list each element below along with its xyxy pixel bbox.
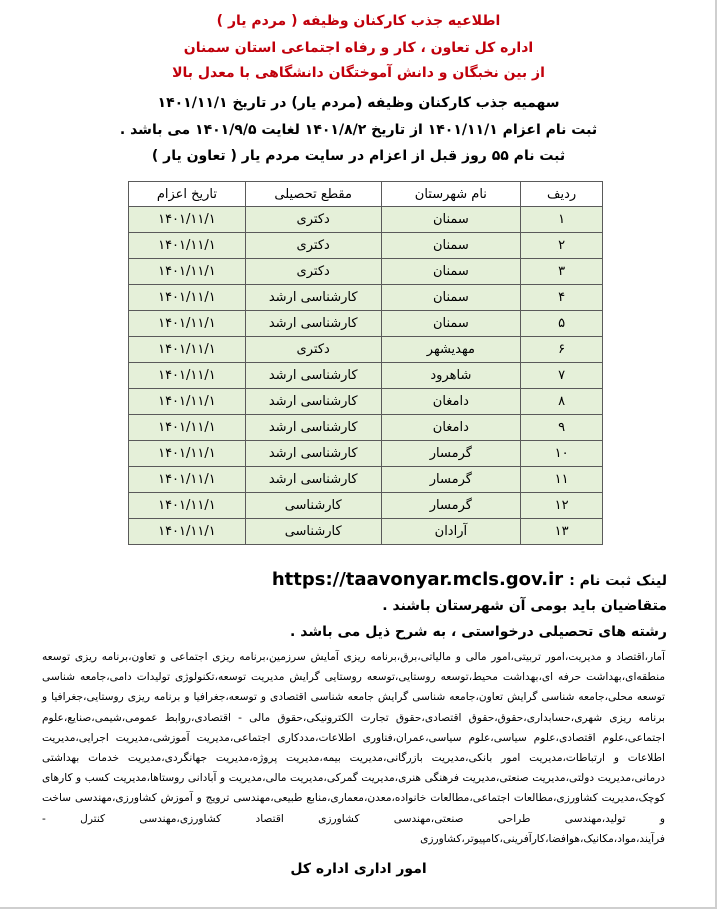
cell-dispatch-date: ۱۴۰۱/۱۱/۱	[129, 519, 246, 545]
table-row	[129, 415, 603, 441]
cell-dispatch-date: ۱۴۰۱/۱۱/۱	[129, 207, 246, 233]
announcement-title: اطلاعیه جذب کارکنان وظیفه ( مردم یار )	[216, 13, 501, 29]
table-row	[129, 519, 603, 545]
cell-degree: کارشناسی ارشد	[245, 415, 381, 441]
registration-link[interactable]: https://taavonyar.mcls.gov.ir	[271, 569, 564, 590]
cell-city: گرمسار	[381, 493, 521, 519]
cell-row-number: ۸	[521, 389, 603, 415]
cell-row-number: ۵	[521, 311, 603, 337]
cell-dispatch-date: ۱۴۰۱/۱۱/۱	[129, 337, 246, 363]
cell-row-number: ۱	[521, 207, 603, 233]
cell-row-number: ۲	[521, 233, 603, 259]
fields-of-study-list: آمار،اقتصاد و مدیریت،امور تربیتی،امور مالی و مالیاتی،برق،برنامه ریزی آمایش سرزمین،برنامه ریزی اجتماعی و تعاون،برنامه ریزی توسعه منطقه‌ای،بهداشت حرفه ای،بهداشت محیط،توسعه روستایی،توسعه روستایی گرایش مدیریت توسعه،تکنولوژی تولیدات دامی،جامعه شناسی توسعه محلی،جامعه شناسی گرایش تعاون،جامعه شناسی گرایش جامعه شناسی اقتصادی و توسعه،جغرافیا و برنامه ریزی روستایی،جغرافیا و برنامه ریزی شهری،حسابداری،حقوق،حقوق اقتصادی،حقوق تجارت الکترونیکی،حقوق مالی - اقتصادی،روابط عمومی،شیمی،صنایع،علوم اجتماعی،علوم اقتصادی،علوم سیاسی،علوم سیاسی،عمران،فناوری اطلاعات،مددکاری اجتماعی،مدیریت آموزشی،مدیریت اجرایی،مدیریت اطلاعات و ارتباطات،مدیریت امور بانکی،مدیریت بازرگانی،مدیریت بیمه،مدیریت پروژه،مدیریت جهانگردی،مدیریت خدمات بهداشتی درمانی،مدیریت دولتی،مدیریت صنعتی،مدیریت فرهنگی هنری،مدیریت گمرکی،مدیریت مالی،مدیریت و آبادانی روستاها،مدیریت کسب و کارهای کوچک،مدیریت کشاورزی،مطالعات اجتماعی،مطالعات خانواده،معدن،معماری،منابع طبیعی،مهندسی ترویج و آموزش کشاورزی،مهندسی ساخت و تولید،مهندسی طراحی صنعتی،مهندسی کشاورزی اقتصاد کشاورزی،مهندسی کنترل - فرآیند،مواد،مکانیک،هوافضا،کارآفرینی،کامپیوتر،کشاورزی	[42, 651, 665, 845]
cell-row-number: ۹	[521, 415, 603, 441]
registration-link-line	[272, 569, 667, 590]
fields-intro-note: رشته های تحصیلی درخواستی ، به شرح ذیل می باشد .	[290, 624, 667, 640]
cell-dispatch-date: ۱۴۰۱/۱۱/۱	[129, 493, 246, 519]
cell-dispatch-date: ۱۴۰۱/۱۱/۱	[129, 363, 246, 389]
cell-row-number: ۱۲	[521, 493, 603, 519]
department-name: اداره کل تعاون ، کار و رفاه اجتماعی استان سمنان	[183, 40, 534, 56]
cell-degree: کارشناسی ارشد	[245, 441, 381, 467]
selection-criteria: از بین نخبگان و دانش آموختگان دانشگاهی با معدل بالا	[172, 65, 545, 81]
quota-table	[128, 181, 603, 545]
cell-city: گرمسار	[381, 441, 521, 467]
table-row	[129, 311, 603, 337]
table-row	[129, 493, 603, 519]
table-row	[129, 389, 603, 415]
cell-dispatch-date: ۱۴۰۱/۱۱/۱	[129, 311, 246, 337]
cell-city: سمنان	[381, 311, 521, 337]
registration-link-label: لینک ثبت نام :	[569, 573, 667, 589]
cell-city: سمنان	[381, 207, 521, 233]
cell-row-number: ۳	[521, 259, 603, 285]
registration-period-line: ثبت نام اعزام ۱۴۰۱/۱۱/۱ از تاریخ ۱۴۰۱/۸/۲ لغایت ۱۴۰۱/۹/۵ می باشد .	[119, 122, 598, 138]
cell-city: دامغان	[381, 415, 521, 441]
cell-dispatch-date: ۱۴۰۱/۱۱/۱	[129, 389, 246, 415]
cell-degree: دکتری	[245, 233, 381, 259]
cell-city: سمنان	[381, 233, 521, 259]
cell-dispatch-date: ۱۴۰۱/۱۱/۱	[129, 441, 246, 467]
cell-degree: کارشناسی ارشد	[245, 311, 381, 337]
cell-row-number: ۱۰	[521, 441, 603, 467]
cell-row-number: ۱۱	[521, 467, 603, 493]
registration-deadline-line: ثبت نام ۵۵ روز قبل از اعزام در سایت مردم یار ( تعاون یار )	[151, 148, 566, 164]
cell-city: مهدیشهر	[381, 337, 521, 363]
table-row	[129, 337, 603, 363]
cell-city: سمنان	[381, 259, 521, 285]
cell-degree: کارشناسی	[245, 493, 381, 519]
cell-degree: دکتری	[245, 337, 381, 363]
cell-city: گرمسار	[381, 467, 521, 493]
cell-row-number: ۷	[521, 363, 603, 389]
cell-dispatch-date: ۱۴۰۱/۱۱/۱	[129, 285, 246, 311]
table-row	[129, 467, 603, 493]
cell-degree: دکتری	[245, 207, 381, 233]
cell-dispatch-date: ۱۴۰۱/۱۱/۱	[129, 467, 246, 493]
cell-dispatch-date: ۱۴۰۱/۱۱/۱	[129, 259, 246, 285]
cell-degree: دکتری	[245, 259, 381, 285]
quota-date-line: سهمیه جذب کارکنان وظیفه (مردم یار) در تاریخ ۱۴۰۱/۱۱/۱	[157, 95, 560, 111]
table-row	[129, 259, 603, 285]
column-header-degree: مقطع تحصیلی	[245, 182, 381, 207]
table-header-row	[129, 182, 603, 207]
table-row	[129, 233, 603, 259]
signature-office: امور اداری اداره کل	[290, 861, 427, 877]
table-row	[129, 207, 603, 233]
native-requirement-note: متقاضیان باید بومی آن شهرستان باشند .	[382, 598, 667, 614]
cell-degree: کارشناسی ارشد	[245, 285, 381, 311]
cell-degree: کارشناسی ارشد	[245, 389, 381, 415]
cell-city: شاهرود	[381, 363, 521, 389]
cell-row-number: ۶	[521, 337, 603, 363]
table-row	[129, 441, 603, 467]
column-header-row-number: ردیف	[521, 182, 603, 207]
cell-city: دامغان	[381, 389, 521, 415]
table-body	[129, 207, 603, 545]
cell-degree: کارشناسی	[245, 519, 381, 545]
table-row	[129, 285, 603, 311]
cell-degree: کارشناسی ارشد	[245, 467, 381, 493]
cell-dispatch-date: ۱۴۰۱/۱۱/۱	[129, 415, 246, 441]
cell-city: آرادان	[381, 519, 521, 545]
cell-degree: کارشناسی ارشد	[245, 363, 381, 389]
cell-row-number: ۱۳	[521, 519, 603, 545]
cell-city: سمنان	[381, 285, 521, 311]
cell-row-number: ۴	[521, 285, 603, 311]
table-row	[129, 363, 603, 389]
column-header-dispatch-date: تاریخ اعزام	[129, 182, 246, 207]
cell-dispatch-date: ۱۴۰۱/۱۱/۱	[129, 233, 246, 259]
column-header-city: نام شهرستان	[381, 182, 521, 207]
